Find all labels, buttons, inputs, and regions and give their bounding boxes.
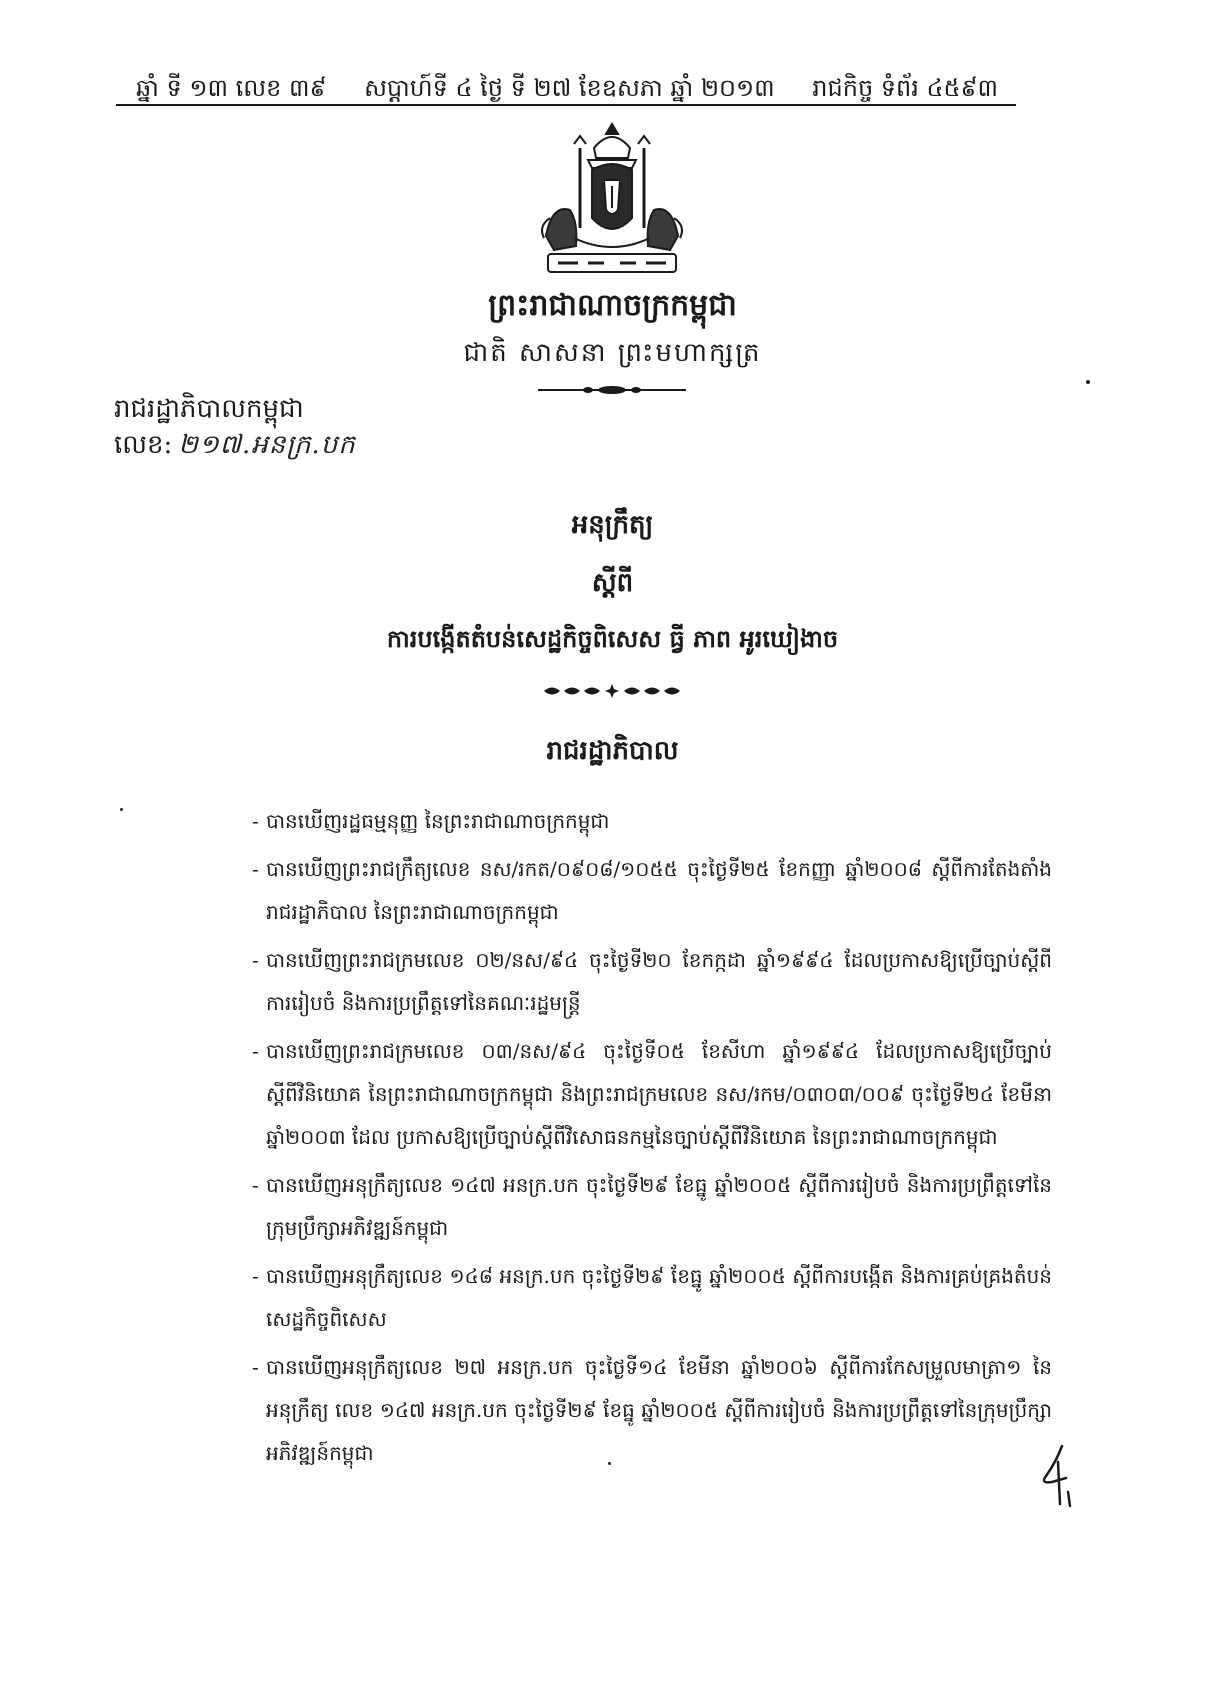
- preamble-item: - បានឃើញអនុក្រឹត្យលេខ ១៤៨ អនក្រ.បក ចុះថ្ងៃទី២៩ ខែធ្នូ ឆ្នាំ២០០៥ ស្ដីពីការបង្កើត និងការគ្រប់គ្រងតំបន់ សេដ្ឋកិច្ចពិសេស: [252, 1255, 1052, 1341]
- document-type: អនុក្រឹត្យ: [571, 510, 654, 540]
- decree-number-label: លេខ:: [114, 430, 173, 460]
- preamble-item: - បានឃើញព្រះរាជក្រឹត្យលេខ នស/រកត/០៩០៨/១០៥៥ ចុះថ្ងៃទី២៥ ខែកញ្ញា ឆ្នាំ២០០៨ ស្ដីពីការតែងតាំងរាជរដ្ឋាភិបាល នៃព្រះរាជាណាចក្រកម្ពុជា: [252, 848, 1052, 934]
- handwritten-initial-icon: [1032, 1442, 1078, 1512]
- government-name: រាជរដ្ឋាភិបាលកម្ពុជា: [114, 394, 304, 424]
- subject-label: ស្ដីពី: [591, 568, 634, 598]
- preamble-item: - បានឃើញរដ្ឋធម្មនុញ្ញ នៃព្រះរាជាណាចក្រកម្ពុជា: [252, 800, 1052, 843]
- kingdom-title: ព្រះរាជាណាចក្រកម្ពុជា: [488, 288, 737, 323]
- speck-mark: [120, 808, 123, 811]
- header-divider: [116, 104, 1016, 106]
- national-motto: ជាតិ សាសនា ព្រះមហាក្សត្រ: [463, 338, 762, 368]
- gazette-year-issue: ឆ្នាំ ទី ១៣ លេខ ៣៩: [136, 74, 327, 102]
- ornament-divider-icon: [540, 684, 684, 698]
- gazette-date: សប្ដាហ៍ទី ៤ ថ្ងៃ ទី ២៧ ខែឧសភា ឆ្នាំ ២០១៣: [364, 74, 775, 102]
- royal-coat-of-arms-icon: [534, 118, 690, 278]
- preamble-list: [252, 800, 1052, 1480]
- issuing-authority: រាជរដ្ឋាភិបាល: [546, 736, 679, 766]
- decree-number: [114, 428, 356, 466]
- preamble-item: - បានឃើញអនុក្រឹត្យលេខ ២៧ អនក្រ.បក ចុះថ្ងៃទី១៤ ខែមីនា ឆ្នាំ២០០៦ ស្ដីពីការកែសម្រួលមាត្រា១ នៃអនុក្រឹត្យ លេខ ១៤៧ អនក្រ.បក ចុះថ្ងៃទី២៩ ខែធ្នូ ឆ្នាំ២០០៥ ស្ដីពីការរៀបចំ និងការប្រព្រឹត្តទៅនៃក្រុមប្រឹក្សាអភិវឌ្ឍន៍កម្ពុជា: [252, 1346, 1052, 1475]
- decree-number-value: ២១៧.អនក្រ.បក: [178, 430, 356, 460]
- document-subject: ការបង្កើតតំបន់សេដ្ឋកិច្ចពិសេស ធ្វី ភាព អូរឃៀងាច: [386, 624, 839, 653]
- speck-mark: [1086, 380, 1090, 384]
- gazette-header: [136, 64, 998, 100]
- speck-mark: [608, 1462, 611, 1465]
- preamble-item: - បានឃើញព្រះរាជក្រមលេខ ០២/នស/៩៤ ចុះថ្ងៃទី២០ ខែកក្កដា ឆ្នាំ១៩៩៤ ដែលប្រកាសឱ្យប្រើច្បាប់ស្ដីពីការរៀបចំ និងការប្រព្រឹត្តទៅនៃគណៈរដ្ឋមន្ត្រី: [252, 939, 1052, 1025]
- gazette-page-reference: រាជកិច្ច ទំព័រ ៤៥៩៣: [812, 74, 998, 102]
- preamble-item: - បានឃើញអនុក្រឹត្យលេខ ១៤៧ អនក្រ.បក ចុះថ្ងៃទី២៩ ខែធ្នូ ឆ្នាំ២០០៥ ស្ដីពីការរៀបចំ និងការប្រព្រឹត្តទៅនៃ ក្រុមប្រឹក្សាអភិវឌ្ឍន៍កម្ពុជា: [252, 1164, 1052, 1250]
- preamble-item: - បានឃើញព្រះរាជក្រមលេខ ០៣/នស/៩៤ ចុះថ្ងៃទី០៥ ខែសីហា ឆ្នាំ១៩៩៤ ដែលប្រកាសឱ្យប្រើច្បាប់ស្ដីពីវិនិយោគ នៃព្រះរាជាណាចក្រកម្ពុជា និងព្រះរាជក្រមលេខ នស/រកម/០៣០៣/០០៩ ចុះថ្ងៃទី២៤ ខែមីនា ឆ្នាំ២០០៣ ដែល ប្រកាសឱ្យប្រើច្បាប់ស្ដីពីវិសោធនកម្មនៃច្បាប់ស្ដីពីវិនិយោគ នៃព្រះរាជាណាចក្រកម្ពុជា: [252, 1030, 1052, 1159]
- ornament-divider-icon: [538, 384, 686, 396]
